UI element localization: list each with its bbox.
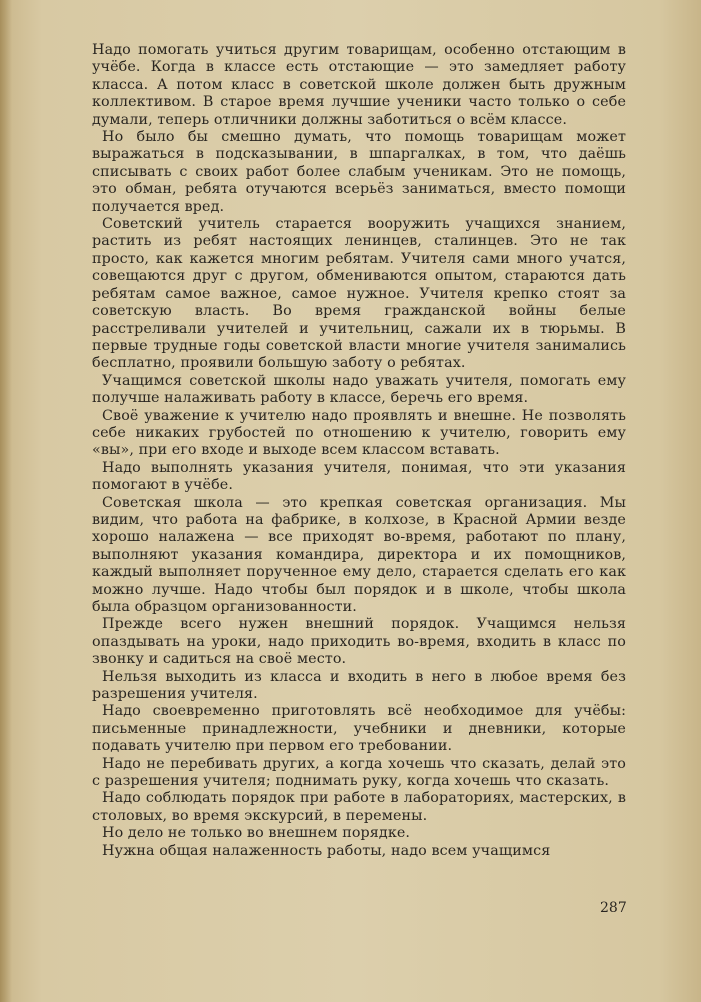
paragraph: Нужна общая налаженность работы, надо всем учащимся (102, 842, 551, 859)
paragraph: Надо своевременно приготовлять всё необходимое для учёбы: письменные принадлежности, учебники и дневники, которые подавать учителю при первом его требовании. (92, 703, 626, 755)
paragraph: Учащимся советской школы надо уважать учителя, помогать ему получше налаживать работу в классе, беречь его время. (92, 372, 626, 407)
paragraph: Советская школа — это крепкая советская организация. Мы видим, что работа на фабрике, в колхозе, в Красной Армии везде хорошо налажена — все приходят во-время, работают по плану, выполняют указания командира, директора и их помощников, каждый выполняет порученное ему дело, старается сделать его как можно лучше. Надо чтобы был порядок и в школе, чтобы школа была образцом организованности. (92, 494, 626, 615)
paragraph: Но дело не только во внешнем порядке. (102, 825, 411, 842)
page-number: 287 (600, 900, 627, 916)
paragraph: Надо помогать учиться другим товарищам, особенно отстающим в учёбе. Когда в классе есть отстающие — это замедляет работу класса. А потом класс в советской школе должен быть дружным коллективом. В старое время лучшие ученики часто только о себе думали, теперь отличники должны заботиться о всём классе. (92, 42, 626, 128)
paragraph: Прежде всего нужен внешний порядок. Учащимся нельзя опаздывать на уроки, надо приходить во-время, входить в класс по звонку и садиться на своё место. (92, 616, 626, 668)
paragraph: Нельзя выходить из класса и входить в него в любое время без разрешения учителя. (92, 668, 626, 703)
page-text (92, 42, 626, 860)
paragraph: Советский учитель старается вооружить учащихся знанием, растить из ребят настоящих ленинцев, сталинцев. Это не так просто, как кажется многим ребятам. Учителя сами много учатся, совещаются друг с другом, обмениваются опытом, стараются дать ребятам самое важное, самое нужное. Учителя крепко стоят за советскую власть. Во время гражданской войны белые расстреливали учителей и учительниц, сажали их в тюрьмы. В первые трудные годы советской власти многие учителя занимались бесплатно, проявили большую заботу о ребятах. (92, 216, 626, 372)
paragraph: Надо соблюдать порядок при работе в лабораториях, мастерских, в столовых, во время экскурсий, в перемены. (92, 790, 626, 824)
paragraph: Своё уважение к учителю надо проявлять и внешне. Не позволять себе никаких грубостей по отношению к учителю, говорить ему «вы», при его входе и выходе всем классом вставать. (92, 407, 626, 459)
paragraph: Надо выполнять указания учителя, понимая, что эти указания помогают в учёбе. (92, 459, 626, 494)
page-binding-shadow (0, 0, 12, 1002)
paragraph: Надо не перебивать других, а когда хочешь что сказать, делай это с разрешения учителя; поднимать руку, когда хочешь что сказать. (92, 755, 626, 790)
paragraph: Но было бы смешно думать, что помощь товарищам может выражаться в подсказывании, в шпаргалках, в том, что даёшь списывать с своих работ более слабым ученикам. Это не помощь, это обман, ребята отучаются всерьёз заниматься, вместо помощи получается вред. (92, 129, 626, 215)
